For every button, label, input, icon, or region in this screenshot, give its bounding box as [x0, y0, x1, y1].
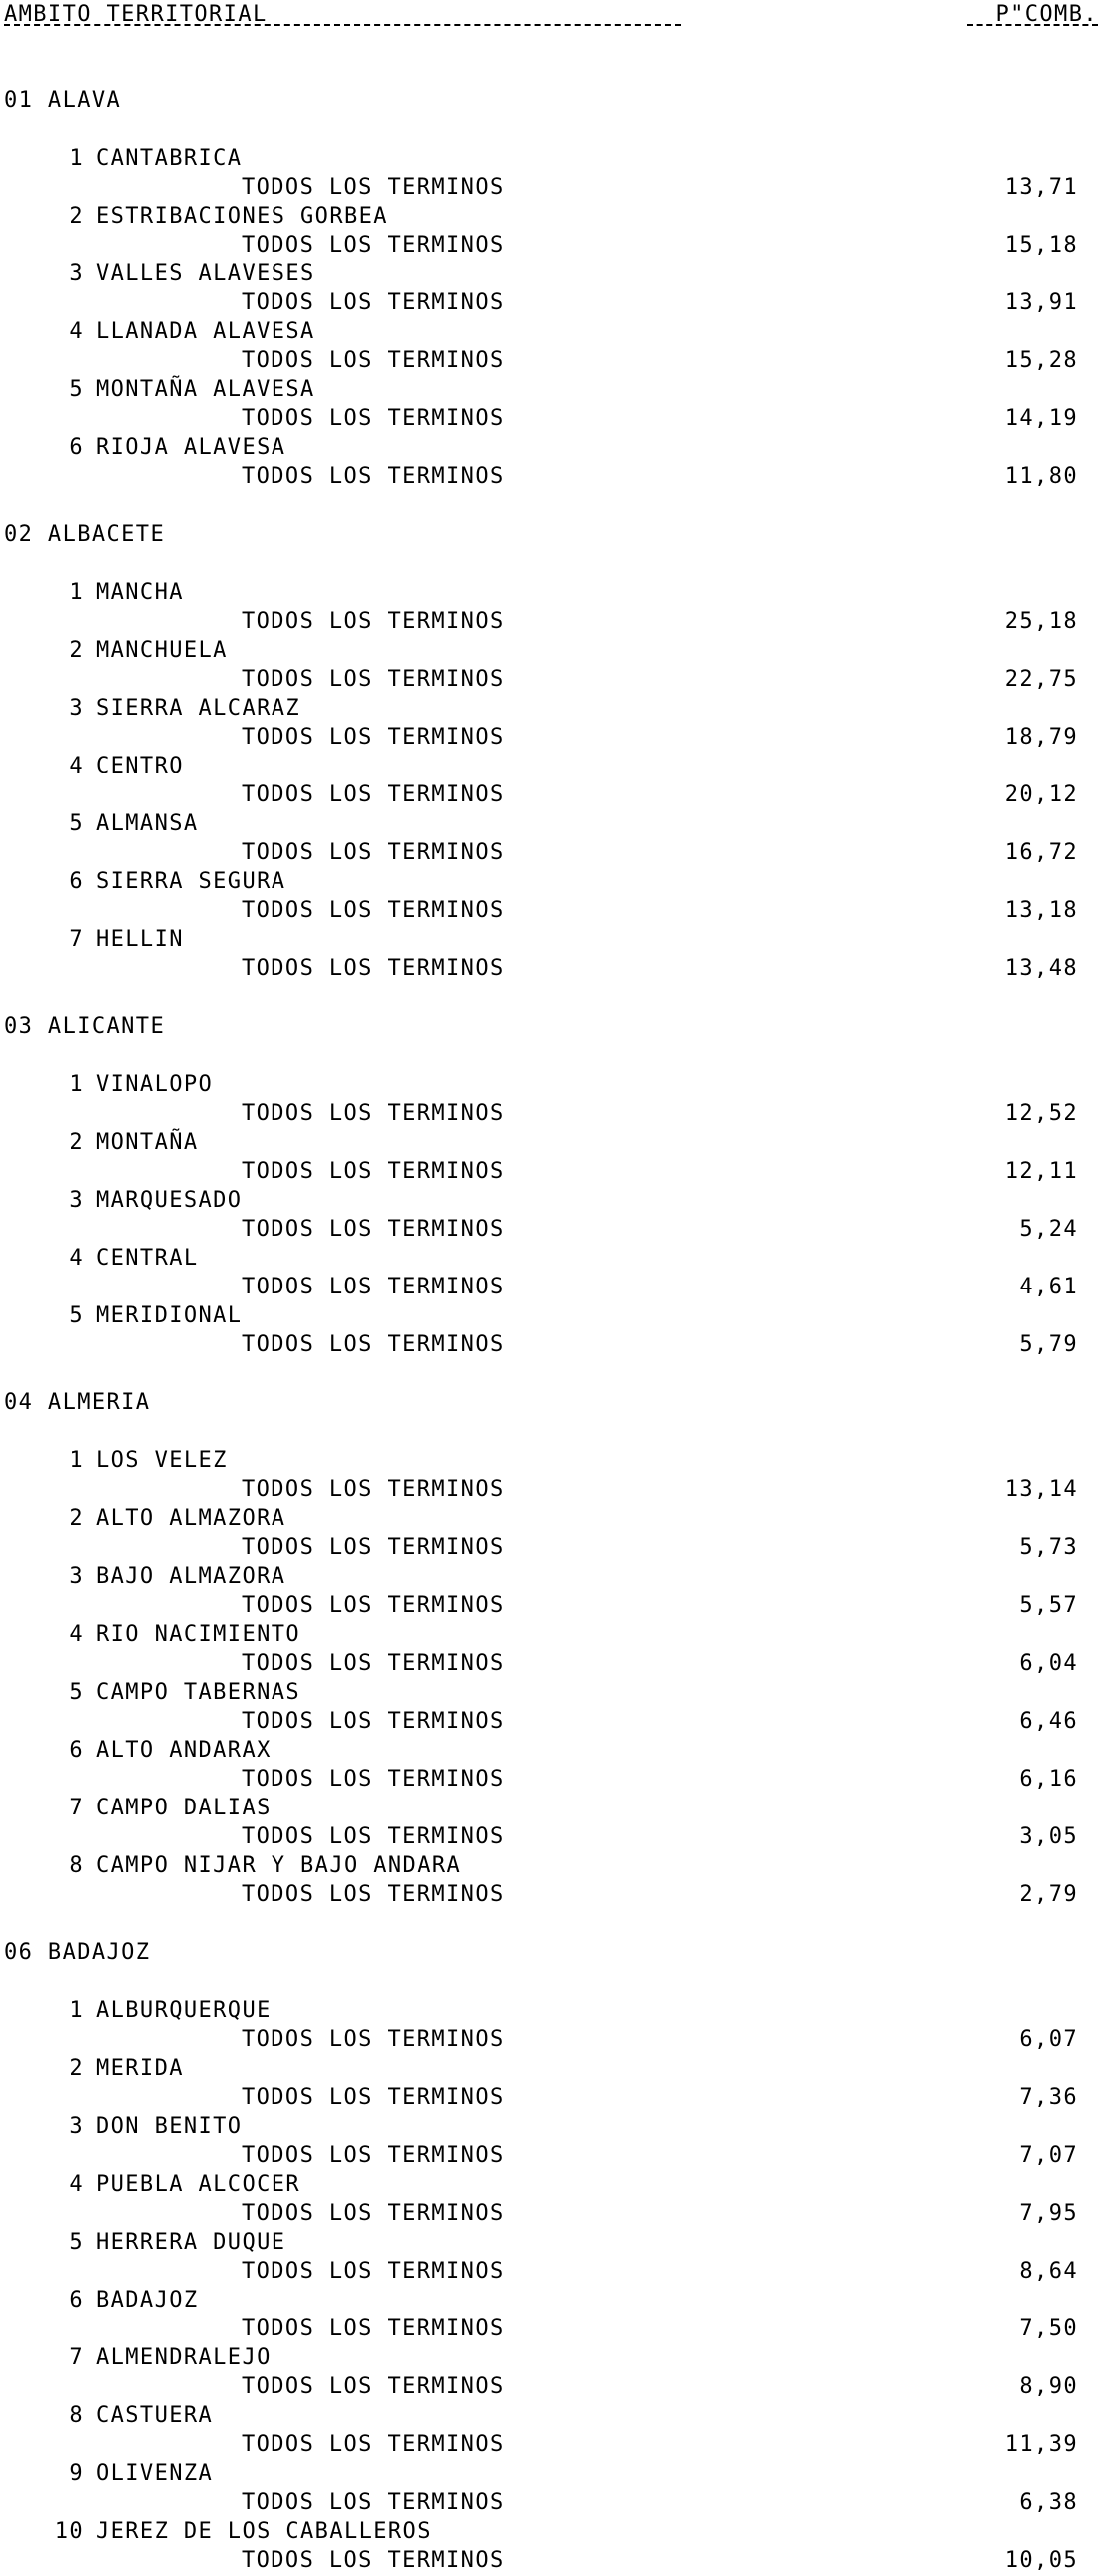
termino-label: TODOS LOS TERMINOS [242, 2432, 505, 2457]
pcomb-value: 13,91 [1004, 290, 1078, 315]
comarca-label [26, 1562, 285, 1592]
comarca-label [26, 1996, 272, 2026]
comarca-number: 3 [69, 696, 84, 721]
termino-row [0, 665, 1098, 695]
pcomb-heading: P"COMB. [995, 2, 1098, 27]
termino-label: TODOS LOS TERMINOS [242, 1882, 505, 1907]
comarca-row [0, 2170, 1098, 2200]
comarca-row [0, 1996, 1098, 2026]
comarca-row [0, 202, 1098, 232]
termino-row [0, 1273, 1098, 1302]
termino-label: TODOS LOS TERMINOS [242, 1767, 505, 1792]
pcomb-value: 12,11 [1004, 1159, 1078, 1184]
pcomb-value: 15,28 [1004, 348, 1078, 373]
comarca-row [0, 375, 1098, 405]
termino-label: TODOS LOS TERMINOS [242, 1477, 505, 1502]
comarca-label [26, 375, 315, 405]
comarca-row [0, 2343, 1098, 2373]
comarca-name: CENTRAL [96, 1246, 199, 1271]
pcomb-value: 8,90 [1019, 2374, 1078, 2399]
comarca-label [26, 1851, 461, 1881]
termino-row [0, 2488, 1098, 2518]
comarca-label [26, 1186, 242, 1216]
pcomb-value: 11,39 [1004, 2432, 1078, 2457]
province-label: 02 ALBACETE [4, 522, 166, 547]
pcomb-value: 25,18 [1004, 609, 1078, 634]
comarca-row [0, 144, 1098, 174]
termino-label: TODOS LOS TERMINOS [242, 464, 505, 489]
comarca-number: 4 [69, 319, 84, 344]
termino-label: TODOS LOS TERMINOS [242, 840, 505, 865]
termino-label: TODOS LOS TERMINOS [242, 667, 505, 692]
termino-row [0, 1765, 1098, 1795]
termino-row [0, 1822, 1098, 1852]
pcomb-value: 22,75 [1004, 667, 1078, 692]
comarca-name: CANTABRICA [96, 146, 243, 171]
comarca-number: 5 [69, 1680, 84, 1705]
termino-label: TODOS LOS TERMINOS [242, 1709, 505, 1734]
pcomb-value: 6,07 [1019, 2027, 1078, 2052]
pcomb-value: 14,19 [1004, 406, 1078, 431]
comarca-label [26, 2286, 199, 2316]
comarca-name: MARQUESADO [96, 1188, 243, 1213]
comarca-label [26, 1736, 272, 1766]
comarca-name: VALLES ALAVESES [96, 261, 315, 286]
ambito-territorial-heading: AMBITO TERRITORIAL [4, 2, 268, 27]
comarca-name: ESTRIBACIONES GORBEA [96, 204, 388, 229]
termino-row [0, 173, 1098, 203]
comarca-row [0, 1851, 1098, 1881]
termino-label: TODOS LOS TERMINOS [242, 1824, 505, 1849]
comarca-label [26, 2112, 242, 2142]
province-label: 04 ALMERIA [4, 1390, 151, 1415]
pcomb-value: 12,52 [1004, 1101, 1078, 1126]
comarca-name: CENTRO [96, 754, 184, 778]
comarca-number: 7 [69, 1796, 84, 1820]
comarca-number: 6 [69, 2288, 84, 2313]
termino-label: TODOS LOS TERMINOS [242, 290, 505, 315]
comarca-label [26, 433, 285, 463]
termino-label: TODOS LOS TERMINOS [242, 782, 505, 807]
termino-row [0, 1880, 1098, 1910]
pcomb-value: 5,79 [1019, 1332, 1078, 1357]
comarca-number: 7 [69, 2345, 84, 2370]
comarca-number: 1 [69, 580, 84, 605]
comarca-row [0, 2401, 1098, 2431]
termino-row [0, 288, 1098, 318]
termino-row [0, 2546, 1098, 2576]
termino-label: TODOS LOS TERMINOS [242, 2143, 505, 2168]
comarca-row [0, 1070, 1098, 1100]
termino-row [0, 1533, 1098, 1563]
comarca-label [26, 2054, 184, 2084]
termino-label: TODOS LOS TERMINOS [242, 1217, 505, 1242]
termino-label: TODOS LOS TERMINOS [242, 725, 505, 750]
termino-label: TODOS LOS TERMINOS [242, 406, 505, 431]
termino-row [0, 462, 1098, 492]
comarca-name: MANCHA [96, 580, 184, 605]
comarca-label [26, 694, 300, 724]
termino-row [0, 2025, 1098, 2055]
comarca-name: MONTAÑA ALAVESA [96, 377, 315, 402]
pcomb-value: 18,79 [1004, 725, 1078, 750]
termino-row [0, 838, 1098, 868]
comarca-label [26, 317, 315, 347]
pcomb-value: 10,05 [1004, 2548, 1078, 2573]
comarca-row [0, 867, 1098, 897]
comarca-name: PUEBLA ALCOCER [96, 2172, 301, 2197]
termino-row [0, 1591, 1098, 1621]
pcomb-value: 7,50 [1019, 2317, 1078, 2341]
pcomb-value: 2,79 [1019, 1882, 1078, 1907]
comarca-row [0, 1620, 1098, 1650]
comarca-name: RIO NACIMIENTO [96, 1622, 301, 1647]
comarca-name: SIERRA SEGURA [96, 869, 286, 894]
comarca-row [0, 809, 1098, 839]
comarca-name: ALBURQUERQUE [96, 1998, 272, 2023]
comarca-label [26, 2343, 272, 2373]
comarca-number: 1 [69, 1448, 84, 1473]
comarca-label [26, 1128, 199, 1158]
comarca-label [26, 1794, 272, 1823]
comarca-name: VINALOPO [96, 1072, 214, 1097]
comarca-number: 5 [69, 811, 84, 836]
comarca-name: MANCHUELA [96, 638, 228, 663]
comarca-label [26, 2228, 285, 2258]
comarca-row [0, 1504, 1098, 1534]
comarca-name: CAMPO TABERNAS [96, 1680, 301, 1705]
termino-label: TODOS LOS TERMINOS [242, 609, 505, 634]
comarca-number: 4 [69, 754, 84, 778]
comarca-number: 1 [69, 1998, 84, 2023]
termino-row [0, 896, 1098, 926]
comarca-label [26, 1678, 300, 1708]
pcomb-value: 15,18 [1004, 233, 1078, 258]
termino-row [0, 2257, 1098, 2287]
comarca-label [26, 2170, 300, 2200]
termino-row [0, 2372, 1098, 2402]
pcomb-value: 13,48 [1004, 956, 1078, 981]
comarca-name: MERIDA [96, 2056, 184, 2081]
comarca-name: MERIDIONAL [96, 1303, 243, 1328]
pcomb-value: 5,24 [1019, 1217, 1078, 1242]
comarca-label [26, 578, 184, 608]
termino-label: TODOS LOS TERMINOS [242, 1275, 505, 1299]
pcomb-value: 5,57 [1019, 1593, 1078, 1618]
pcomb-value: 13,18 [1004, 898, 1078, 923]
comarca-row [0, 578, 1098, 608]
comarca-label [26, 925, 184, 955]
comarca-number: 5 [69, 2230, 84, 2255]
comarca-label [26, 809, 199, 839]
comarca-row [0, 925, 1098, 955]
comarca-name: BAJO ALMAZORA [96, 1564, 286, 1589]
termino-label: TODOS LOS TERMINOS [242, 2259, 505, 2284]
comarca-name: SIERRA ALCARAZ [96, 696, 301, 721]
termino-label: TODOS LOS TERMINOS [242, 956, 505, 981]
comarca-number: 3 [69, 2114, 84, 2139]
termino-row [0, 346, 1098, 376]
comarca-row [0, 636, 1098, 666]
pcomb-value: 13,14 [1004, 1477, 1078, 1502]
province-label: 03 ALICANTE [4, 1014, 166, 1039]
comarca-name: CAMPO DALIAS [96, 1796, 272, 1820]
pcomb-value: 6,46 [1019, 1709, 1078, 1734]
pcomb-value: 5,73 [1019, 1535, 1078, 1560]
termino-label: TODOS LOS TERMINOS [242, 233, 505, 258]
termino-row [0, 780, 1098, 810]
pcomb-value: 4,61 [1019, 1275, 1078, 1299]
termino-label: TODOS LOS TERMINOS [242, 175, 505, 200]
termino-label: TODOS LOS TERMINOS [242, 1651, 505, 1676]
header-underline-left [4, 24, 681, 26]
province-row [0, 1012, 1098, 1042]
comarca-row [0, 317, 1098, 347]
termino-label: TODOS LOS TERMINOS [242, 1593, 505, 1618]
comarca-row [0, 1446, 1098, 1476]
comarca-number: 5 [69, 377, 84, 402]
pcomb-value: 3,05 [1019, 1824, 1078, 1849]
comarca-row [0, 1678, 1098, 1708]
termino-row [0, 1475, 1098, 1505]
comarca-row [0, 2112, 1098, 2142]
province-row [0, 86, 1098, 116]
comarca-number: 6 [69, 1738, 84, 1763]
comarca-row [0, 1736, 1098, 1766]
comarca-name: OLIVENZA [96, 2461, 214, 2486]
termino-label: TODOS LOS TERMINOS [242, 2027, 505, 2052]
comarca-name: LLANADA ALAVESA [96, 319, 315, 344]
comarca-name: DON BENITO [96, 2114, 243, 2139]
comarca-row [0, 1128, 1098, 1158]
comarca-label [26, 1504, 285, 1534]
comarca-number: 2 [69, 638, 84, 663]
comarca-name: HERRERA DUQUE [96, 2230, 286, 2255]
comarca-row [0, 2054, 1098, 2084]
comarca-label [26, 1070, 213, 1100]
pcomb-value: 6,04 [1019, 1651, 1078, 1676]
termino-row [0, 954, 1098, 984]
pcomb-value: 11,80 [1004, 464, 1078, 489]
comarca-row [0, 1301, 1098, 1331]
termino-row [0, 2199, 1098, 2229]
table-header [0, 0, 1098, 30]
comarca-number: 5 [69, 1303, 84, 1328]
termino-row [0, 2141, 1098, 2171]
comarca-number: 3 [69, 1564, 84, 1589]
comarca-number: 3 [69, 1188, 84, 1213]
pcomb-value: 13,71 [1004, 175, 1078, 200]
comarca-row [0, 694, 1098, 724]
termino-label: TODOS LOS TERMINOS [242, 1101, 505, 1126]
comarca-name: ALTO ALMAZORA [96, 1506, 286, 1531]
comarca-row [0, 433, 1098, 463]
comarca-number: 6 [69, 869, 84, 894]
comarca-number: 8 [69, 2403, 84, 2428]
comarca-number: 6 [69, 435, 84, 460]
termino-label: TODOS LOS TERMINOS [242, 2374, 505, 2399]
comarca-label [26, 2517, 432, 2547]
termino-row [0, 231, 1098, 260]
comarca-label [26, 867, 285, 897]
header-underline-right [967, 24, 1098, 26]
comarca-name: ALMENDRALEJO [96, 2345, 272, 2370]
termino-row [0, 1707, 1098, 1737]
termino-row [0, 404, 1098, 434]
comarca-row [0, 2228, 1098, 2258]
comarca-name: MONTAÑA [96, 1130, 199, 1155]
comarca-label [26, 2459, 213, 2489]
comarca-row [0, 1562, 1098, 1592]
termino-label: TODOS LOS TERMINOS [242, 2317, 505, 2341]
termino-row [0, 1099, 1098, 1129]
comarca-number: 7 [69, 927, 84, 952]
termino-label: TODOS LOS TERMINOS [242, 2201, 505, 2226]
comarca-label [26, 2401, 213, 2431]
province-label: 06 BADAJOZ [4, 1940, 151, 1965]
comarca-row [0, 1244, 1098, 1274]
termino-label: TODOS LOS TERMINOS [242, 2548, 505, 2573]
termino-row [0, 607, 1098, 637]
comarca-label [26, 1446, 228, 1476]
pcomb-value: 6,16 [1019, 1767, 1078, 1792]
termino-row [0, 1215, 1098, 1245]
termino-row [0, 1157, 1098, 1187]
pcomb-value: 7,95 [1019, 2201, 1078, 2226]
pcomb-value: 20,12 [1004, 782, 1078, 807]
comarca-name: ALTO ANDARAX [96, 1738, 272, 1763]
termino-label: TODOS LOS TERMINOS [242, 2490, 505, 2515]
comarca-label [26, 144, 242, 174]
comarca-number: 2 [69, 2056, 84, 2081]
termino-row [0, 723, 1098, 753]
comarca-row [0, 259, 1098, 289]
comarca-number: 2 [69, 1506, 84, 1531]
comarca-name: JEREZ DE LOS CABALLEROS [96, 2519, 432, 2544]
comarca-row [0, 1186, 1098, 1216]
comarca-name: RIOJA ALAVESA [96, 435, 286, 460]
pcomb-value: 16,72 [1004, 840, 1078, 865]
comarca-number: 1 [69, 1072, 84, 1097]
comarca-name: CASTUERA [96, 2403, 214, 2428]
termino-label: TODOS LOS TERMINOS [242, 348, 505, 373]
termino-label: TODOS LOS TERMINOS [242, 1159, 505, 1184]
comarca-row [0, 2286, 1098, 2316]
termino-row [0, 2083, 1098, 2113]
comarca-number: 4 [69, 1622, 84, 1647]
termino-row [0, 2315, 1098, 2344]
termino-label: TODOS LOS TERMINOS [242, 1535, 505, 1560]
comarca-name: CAMPO NIJAR Y BAJO ANDARA [96, 1853, 462, 1878]
comarca-label [26, 1244, 199, 1274]
comarca-number: 4 [69, 2172, 84, 2197]
pcomb-value: 6,38 [1019, 2490, 1078, 2515]
termino-label: TODOS LOS TERMINOS [242, 1332, 505, 1357]
comarca-number: 2 [69, 1130, 84, 1155]
pcomb-value: 8,64 [1019, 2259, 1078, 2284]
comarca-label [26, 1620, 300, 1650]
pcomb-value: 7,36 [1019, 2085, 1078, 2110]
comarca-number: 1 [69, 146, 84, 171]
comarca-name: HELLIN [96, 927, 184, 952]
termino-row [0, 1649, 1098, 1679]
province-label: 01 ALAVA [4, 88, 122, 113]
termino-row [0, 2430, 1098, 2460]
termino-label: TODOS LOS TERMINOS [242, 2085, 505, 2110]
province-row [0, 1938, 1098, 1968]
comarca-number: 9 [69, 2461, 84, 2486]
comarca-name: LOS VELEZ [96, 1448, 228, 1473]
comarca-label [26, 259, 315, 289]
comarca-name: BADAJOZ [96, 2288, 199, 2313]
comarca-number: 8 [69, 1853, 84, 1878]
termino-label: TODOS LOS TERMINOS [242, 898, 505, 923]
termino-row [0, 1330, 1098, 1360]
comarca-row [0, 1794, 1098, 1823]
pcomb-value: 7,07 [1019, 2143, 1078, 2168]
comarca-label [26, 636, 228, 666]
comarca-row [0, 2517, 1098, 2547]
province-row [0, 520, 1098, 550]
comarca-number: 4 [69, 1246, 84, 1271]
comarca-label [26, 202, 388, 232]
comarca-label [26, 1301, 242, 1331]
comarca-number: 3 [69, 261, 84, 286]
comarca-row [0, 752, 1098, 781]
comarca-name: ALMANSA [96, 811, 199, 836]
province-row [0, 1388, 1098, 1418]
comarca-number: 2 [69, 204, 84, 229]
comarca-row [0, 2459, 1098, 2489]
comarca-label [26, 752, 184, 781]
comarca-number: 10 [54, 2519, 84, 2544]
